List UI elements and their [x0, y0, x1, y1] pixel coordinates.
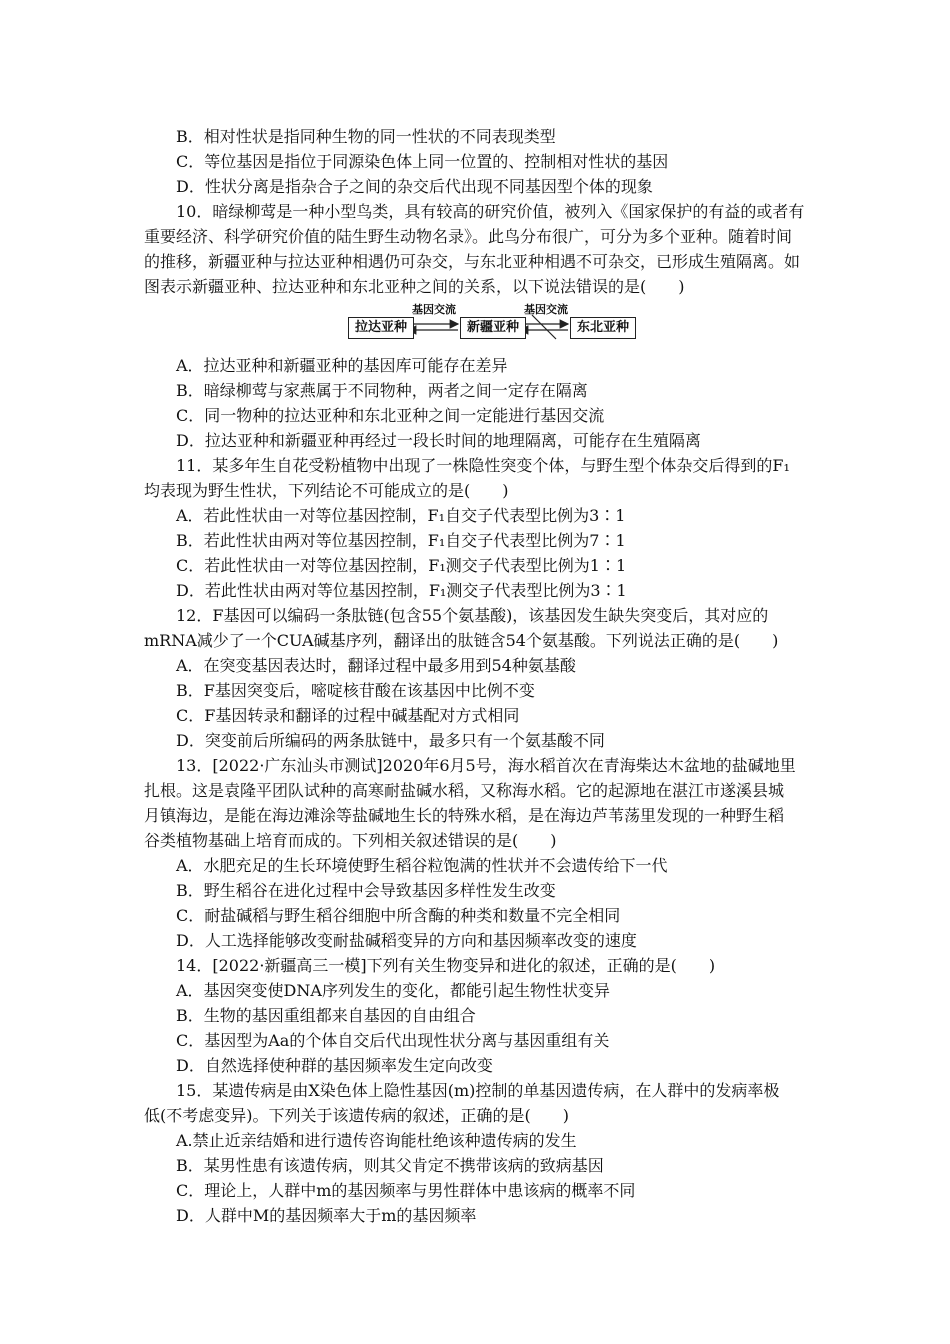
- q14-option-d: D．自然选择使种群的基因频率发生定向改变: [176, 1056, 493, 1075]
- q11-option-d: D．若此性状由两对等位基因控制，F₁测交子代表型比例为3∶1: [176, 581, 627, 600]
- q9-option-b: B．相对性状是指同种生物的同一性状的不同表现类型: [176, 127, 556, 146]
- box-northeast-subspecies: 东北亚种: [570, 317, 636, 339]
- q9-option-c: C．等位基因是指位于同源染色体上同一位置的、控制相对性状的基因: [176, 152, 669, 171]
- q14-stem-line: 14．[2022·新疆高三一模]下列有关生物变异和进化的叙述，正确的是( ): [176, 956, 716, 975]
- q13-stem-line: 扎根。这是袁隆平团队试种的高寒耐盐碱水稻，又称海水稻。它的起源地在湛江市遂溪县城: [144, 781, 785, 800]
- q10-option-b: B．暗绿柳莺与家燕属于不同物种，两者之间一定存在隔离: [176, 381, 588, 400]
- q10-stem-line: 10．暗绿柳莺是一种小型鸟类，具有较高的研究价值，被列入《国家保护的有益的或者有: [176, 202, 805, 221]
- blocked-mark: [532, 315, 556, 339]
- q13-option-d: D．人工选择能够改变耐盐碱稻变异的方向和基因频率改变的速度: [176, 931, 637, 950]
- q13-option-a: A．水肥充足的生长环境使野生稻谷粒饱满的性状并不会遗传给下一代: [176, 856, 668, 875]
- q13-option-c: C．耐盐碱稻与野生稻谷细胞中所含酶的种类和数量不完全相同: [176, 906, 621, 925]
- q14-option-c: C．基因型为Aa的个体自交后代出现性状分离与基因重组有关: [176, 1031, 610, 1050]
- q11-option-c: C．若此性状由一对等位基因控制，F₁测交子代表型比例为1∶1: [176, 556, 627, 575]
- subspecies-diagram: [144, 301, 808, 347]
- q11-stem-line: 11．某多年生自花受粉植物中出现了一株隐性突变个体，与野生型个体杂交后得到的F₁: [176, 456, 790, 475]
- q10-stem-line: 的推移，新疆亚种与拉达亚种相遇仍可杂交，与东北亚种相遇不可杂交，已形成生殖隔离。如: [144, 252, 801, 271]
- box-xinjiang-subspecies: 新疆亚种: [460, 317, 526, 339]
- q10-stem-line: 图表示新疆亚种、拉达亚种和东北亚种之间的关系，以下说法错误的是( ): [144, 277, 685, 296]
- q12-stem-line: mRNA减少了一个CUA碱基序列，翻译出的肽链含54个氨基酸。下列说法正确的是( ): [144, 631, 779, 650]
- q12-option-d: D．突变前后所编码的两条肽链中，最多只有一个氨基酸不同: [176, 731, 605, 750]
- q12-option-b: B．F基因突变后，嘧啶核苷酸在该基因中比例不变: [176, 681, 535, 700]
- document-page: [144, 124, 808, 1228]
- gene-flow-label-right: 基因交流: [524, 303, 568, 316]
- q13-stem-line: 谷类植物基础上培育而成的。下列相关叙述错误的是( ): [144, 831, 557, 850]
- q10-option-d: D．拉达亚种和新疆亚种再经过一段长时间的地理隔离，可能存在生殖隔离: [176, 431, 701, 450]
- q9-option-d: D．性状分离是指杂合子之间的杂交后代出现不同基因型个体的现象: [176, 177, 653, 196]
- q12-option-c: C．F基因转录和翻译的过程中碱基配对方式相同: [176, 706, 520, 725]
- q10-option-a: A．拉达亚种和新疆亚种的基因库可能存在差异: [176, 356, 508, 375]
- q12-option-a: A．在突变基因表达时，翻译过程中最多用到54种氨基酸: [176, 656, 576, 675]
- q11-option-b: B．若此性状由两对等位基因控制，F₁自交子代表型比例为7∶1: [176, 531, 626, 550]
- q11-stem-line: 均表现为野生性状，下列结论不可能成立的是( ): [144, 481, 509, 500]
- q10-stem-line: 重要经济、科学研究价值的陆生野生动物名录》。此鸟分布很广，可分为多个亚种。随着时间: [144, 227, 793, 246]
- q13-option-b: B．野生稻谷在进化过程中会导致基因多样性发生改变: [176, 881, 556, 900]
- q15-option-b: B．某男性患有该遗传病，则其父肯定不携带该病的致病基因: [176, 1156, 604, 1175]
- q14-option-a: A．基因突变使DNA序列发生的变化，都能引起生物性状变异: [176, 981, 610, 1000]
- box-lada-subspecies: 拉达亚种: [348, 317, 414, 339]
- q12-stem-line: 12．F基因可以编码一条肽链(包含55个氨基酸)，该基因发生缺失突变后，其对应的: [176, 606, 769, 625]
- q15-option-a: A.禁止近亲结婚和进行遗传咨询能杜绝该种遗传病的发生: [176, 1131, 577, 1150]
- gene-flow-label-left: 基因交流: [412, 303, 456, 316]
- q15-stem-line: 15．某遗传病是由X染色体上隐性基因(m)控制的单基因遗传病，在人群中的发病率极: [176, 1081, 780, 1100]
- q11-option-a: A．若此性状由一对等位基因控制，F₁自交子代表型比例为3∶1: [176, 506, 626, 525]
- q13-stem-line: 13．[2022·广东汕头市测试]2020年6月5号，海水稻首次在青海柴达木盆地的盐碱地里: [176, 756, 796, 775]
- q10-option-c: C．同一物种的拉达亚种和东北亚种之间一定能进行基因交流: [176, 406, 605, 425]
- q13-stem-line: 月镇海边，是能在海边滩涂等盐碱地生长的特殊水稻，是在海边芦苇荡里发现的一种野生稻: [144, 806, 785, 825]
- q14-option-b: B．生物的基因重组都来自基因的自由组合: [176, 1006, 476, 1025]
- q15-option-c: C．理论上，人群中m的基因频率与男性群体中患该病的概率不同: [176, 1181, 636, 1200]
- q15-stem-line: 低(不考虑变异)。下列关于该遗传病的叙述，正确的是( ): [144, 1106, 569, 1125]
- q15-option-d: D．人群中M的基因频率大于m的基因频率: [176, 1206, 477, 1225]
